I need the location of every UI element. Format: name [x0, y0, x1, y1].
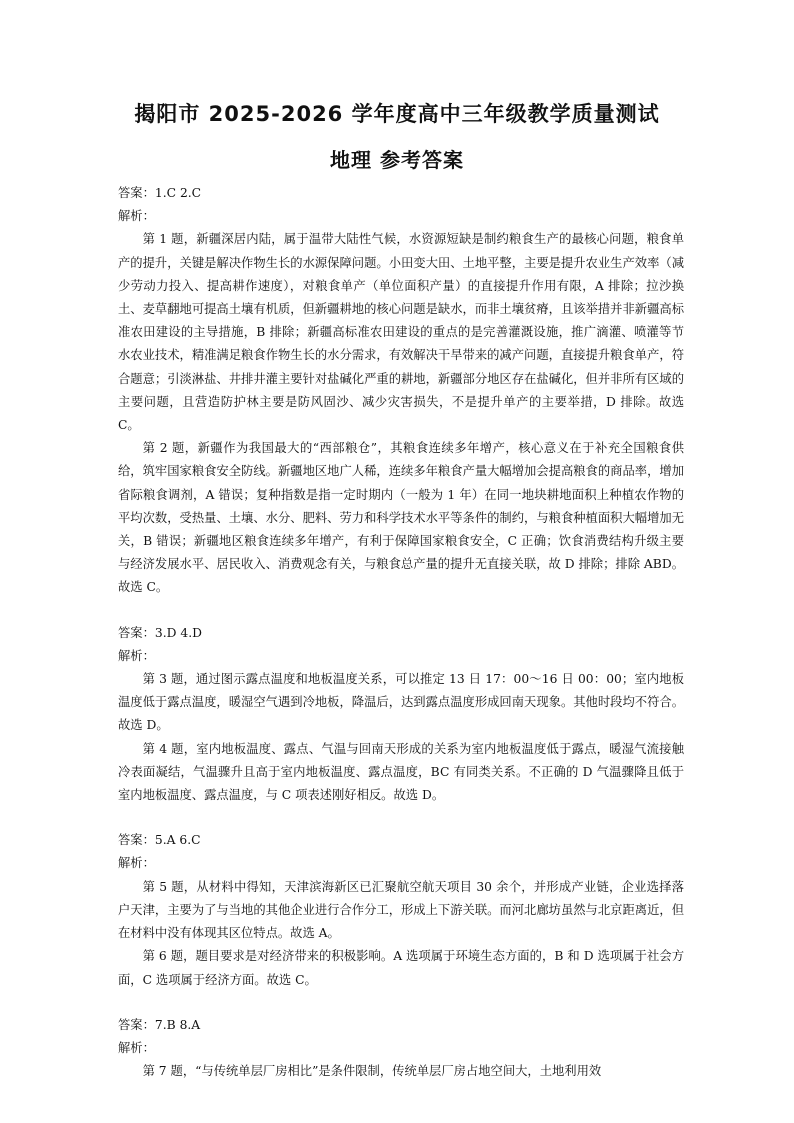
analysis-paragraph: 第 7 题，“与传统单层厂房相比”是条件限制，传统单层厂房占地空间大，土地利用效 — [142, 1064, 602, 1079]
answer-line: 答案：3.D 4.D — [118, 625, 202, 640]
answer-content — [118, 182, 684, 1083]
analysis-paragraph: 第 4 题，室内地板温度、露点、气温与回南天形成的关系为室内地板温度低于露点，暖湿气流接触冷表面凝结，气温骤升且高于室内地板温度、露点温度，BC 有同类关系。不正确的 D 气温骤降且低于室内地板温度、露点温度，与 C 项表述刚好相反。故选 D。 — [118, 741, 684, 803]
analysis-paragraph: 第 3 题，通过图示露点温度和地板温度关系，可以推定 13 日 17：00～16 日 00：00；室内地板温度低于露点温度，暖湿空气遇到冷地板，降温后，达到露点温度形成回南天现象。其他时段均不符合。故选 D。 — [118, 672, 684, 733]
analysis-label: 解析： — [118, 209, 155, 224]
document-title: 揭阳市 2025-2026 学年度高中三年级教学质量测试 — [134, 102, 660, 126]
analysis-paragraph: 第 2 题，新疆作为我国最大的“西部粮仓”，其粮食连续多年增产，核心意义在于补充全国粮食供给，筑牢国家粮食安全防线。新疆地区地广人稀，连续多年粮食产量大幅增加会提高粮食的商品率，增加省际粮食调剂，A 错误；复种指数是指一定时期内（一般为 1 年）在同一地块耕地面积上种植农作物的平均次数，受热量、土壤、水分、肥料、劳力和科学技术水平等条件的制约，与粮食种植面积大幅增加无关，B 错误；新疆地区粮食连续多年增产，有利于保障国家粮食安全，C 正确；饮食消费结构升级主要与经济发展水平、居民收入、消费观念有关，与粮食总产量的提升无直接关联，故 D 排除；排除 ABD。故选 C。 — [118, 441, 684, 595]
analysis-paragraph: 第 1 题，新疆深居内陆，属于温带大陆性气候，水资源短缺是制约粮食生产的最核心问题，粮食单产的提升，关键是解决作物生长的水源保障问题。小田变大田、土地平整，主要是提升农业生产效率（减少劳动力投入、提高耕作速度），对粮食单产（单位面积产量）的直接提升作用有限，A 排除；拉沙换土、麦草翻地可提高土壤有机质，但新疆耕地的核心问题是缺水，而非土壤贫瘠，且该举措并非新疆高标准农田建设的主导措施，B 排除；新疆高标准农田建设的重点的是完善灌溉设施，推广滴灌、喷灌等节水农业技术，精准满足粮食作物生长的水分需求，有效解决干旱带来的减产问题，直接提升粮食单产，符合题意；引淡淋盐、井排井灌主要针对盐碱化严重的耕地，新疆部分地区存在盐碱化，但并非所有区域的主要问题，且营造防护林主要是防风固沙、减少灾害损失，不是提升单产的主要举措，D 排除。故选 C。 — [118, 232, 684, 433]
section-gap — [118, 600, 684, 622]
answer-line: 答案：5.A 6.C — [118, 833, 201, 848]
section-gap — [118, 992, 684, 1014]
analysis-paragraph: 第 5 题，从材料中得知，天津滨海新区已汇聚航空航天项目 30 余个，并形成产业链，企业选择落户天津，主要为了与当地的其他企业进行合作分工，形成上下游关联。而河北廊坊虽然与北京距离近，但在材料中没有体现其区位特点。故选 A。 — [118, 879, 684, 941]
analysis-label: 解析： — [118, 1040, 155, 1055]
section-gap — [118, 807, 684, 829]
answer-line: 答案：1.C 2.C — [118, 186, 202, 200]
analysis-paragraph: 第 6 题，题目要求是对经济带来的积极影响。A 选项属于环境生态方面的，B 和 D 选项属于社会方面，C 选项属于经济方面。故选 C。 — [118, 949, 684, 987]
analysis-label: 解析： — [118, 648, 155, 663]
analysis-label: 解析： — [118, 856, 155, 871]
document-subtitle: 地理 参考答案 — [330, 148, 464, 172]
answer-line: 答案：7.B 8.A — [118, 1017, 201, 1032]
